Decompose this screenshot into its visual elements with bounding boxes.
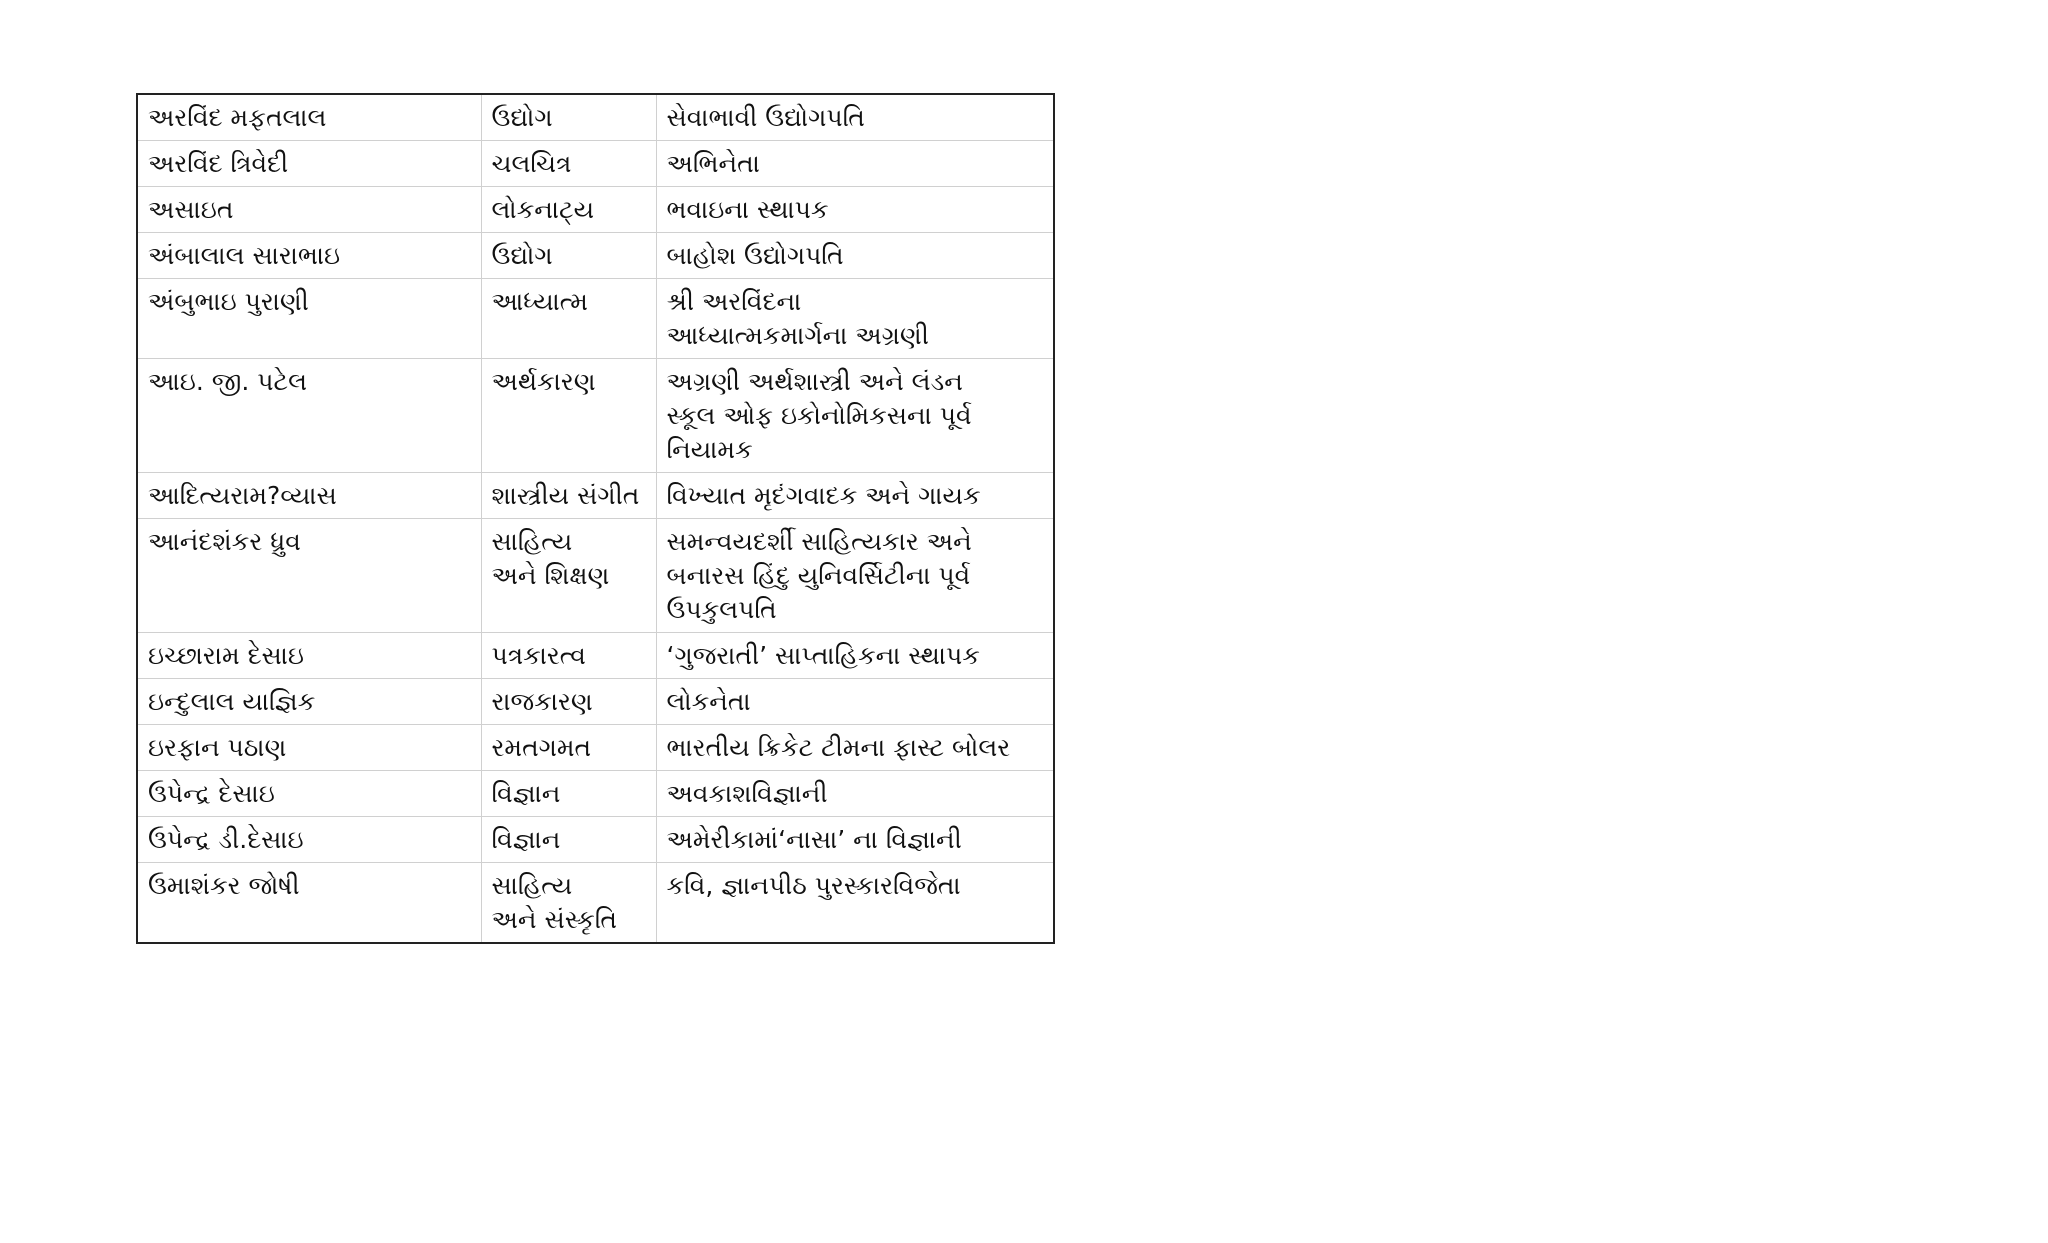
field-cell (481, 279, 656, 359)
field-line: ચલચિત્ર (491, 149, 572, 178)
person-name-cell: ઇરફાન પઠાણ (137, 725, 481, 771)
field-cell (481, 359, 656, 473)
description-line: ભારતીય ક્રિકેટ ટીમના ફાસ્ટ બોલર (666, 733, 1011, 762)
field-cell (481, 94, 656, 141)
description-cell (656, 94, 1054, 141)
field-line: વિજ્ઞાન (491, 779, 561, 808)
table-row (137, 233, 1054, 279)
person-name-cell: અંબુભાઇ પુરાણી (137, 279, 481, 359)
person-name-cell: આઇ. જી. પટેલ (137, 359, 481, 473)
table-row (137, 279, 1054, 359)
field-line: સાહિત્ય (491, 527, 573, 556)
person-name-cell: અંબાલાલ સારાભાઇ (137, 233, 481, 279)
description-cell (656, 725, 1054, 771)
person-name-cell: અસાઇત (137, 187, 481, 233)
person-name-cell: અરવિંદ ત્રિવેદી (137, 141, 481, 187)
table-row (137, 771, 1054, 817)
field-cell (481, 863, 656, 944)
table-row (137, 633, 1054, 679)
table-row (137, 519, 1054, 633)
field-line: આધ્યાત્મ (491, 287, 588, 316)
description-cell (656, 187, 1054, 233)
field-line: સાહિત્ય (491, 871, 573, 900)
person-name-cell: આદિત્યરામ?વ્યાસ (137, 473, 481, 519)
person-name-cell: આનંદશંકર ધ્રુવ (137, 519, 481, 633)
field-cell (481, 817, 656, 863)
description-line: કવિ, જ્ઞાનપીઠ પુરસ્કારવિજેતા (666, 871, 961, 900)
description-line: નિયામક (666, 435, 753, 464)
description-line: વિખ્યાત મૃદંગવાદક અને ગાયક (666, 481, 981, 510)
description-line: ‘ગુજરાતી’ સાપ્તાહિકના સ્થાપક (666, 641, 980, 670)
description-line: શ્રી અરવિંદના (666, 287, 802, 316)
table-row (137, 141, 1054, 187)
table-row (137, 94, 1054, 141)
field-cell (481, 633, 656, 679)
person-name-cell: ઉપેન્દ્ર ડી.દેસાઇ (137, 817, 481, 863)
field-line: લોકનાટ્ય (491, 195, 595, 224)
description-line: લોકનેતા (666, 687, 751, 716)
field-line: ઉદ્યોગ (491, 103, 553, 132)
field-line: રાજકારણ (491, 687, 593, 716)
field-cell (481, 473, 656, 519)
field-line: પત્રકારત્વ (491, 641, 586, 670)
field-cell (481, 233, 656, 279)
person-name-cell: ઉપેન્દ્ર દેસાઇ (137, 771, 481, 817)
field-line: અને શિક્ષણ (491, 561, 610, 590)
description-cell (656, 473, 1054, 519)
description-line: અભિનેતા (666, 149, 760, 178)
person-name-cell: ઉમાશંકર જોષી (137, 863, 481, 944)
person-name-cell: ઇન્દુલાલ યાજ્ઞિક (137, 679, 481, 725)
table-row (137, 679, 1054, 725)
people-table (136, 93, 1055, 944)
description-line: અગ્રણી અર્થશાસ્ત્રી અને લંડન (666, 367, 963, 396)
description-cell (656, 633, 1054, 679)
description-cell (656, 359, 1054, 473)
description-line: સમન્વયદર્શી સાહિત્યકાર અને (666, 527, 972, 556)
table-row (137, 817, 1054, 863)
description-line: અમેરીકામાં‘નાસા’ ના વિજ્ઞાની (666, 825, 962, 854)
table-row (137, 187, 1054, 233)
person-name-cell: અરવિંદ મફતલાલ (137, 94, 481, 141)
table-row (137, 863, 1054, 944)
description-line: બાહોશ ઉદ્યોગપતિ (666, 241, 844, 270)
field-line: ઉદ્યોગ (491, 241, 553, 270)
description-cell (656, 771, 1054, 817)
description-cell (656, 863, 1054, 944)
table-row (137, 473, 1054, 519)
description-line: ઉપકુલપતિ (666, 595, 777, 624)
description-cell (656, 519, 1054, 633)
table-row (137, 359, 1054, 473)
description-line: આધ્યાત્મકમાર્ગના અગ્રણી (666, 321, 929, 350)
field-line: વિજ્ઞાન (491, 825, 561, 854)
field-cell (481, 679, 656, 725)
person-name-cell: ઇચ્છારામ દેસાઇ (137, 633, 481, 679)
field-cell (481, 519, 656, 633)
description-line: બનારસ હિંદુ યુનિવર્સિટીના પૂર્વ (666, 561, 971, 590)
field-cell (481, 187, 656, 233)
field-line: અને સંસ્કૃતિ (491, 905, 617, 934)
description-cell (656, 233, 1054, 279)
field-cell (481, 725, 656, 771)
field-line: શાસ્ત્રીય સંગીત (491, 481, 640, 510)
field-line: અર્થકારણ (491, 367, 596, 396)
description-cell (656, 279, 1054, 359)
description-line: સ્કૂલ ઓફ ઇકોનોમિકસના પૂર્વ (666, 401, 972, 430)
description-cell (656, 679, 1054, 725)
description-line: ભવાઇના સ્થાપક (666, 195, 829, 224)
field-line: રમતગમત (491, 733, 592, 762)
description-line: અવકાશવિજ્ઞાની (666, 779, 828, 808)
description-cell (656, 817, 1054, 863)
people-table-body (137, 94, 1054, 943)
description-cell (656, 141, 1054, 187)
field-cell (481, 141, 656, 187)
description-line: સેવાભાવી ઉદ્યોગપતિ (666, 103, 865, 132)
table-row (137, 725, 1054, 771)
field-cell (481, 771, 656, 817)
